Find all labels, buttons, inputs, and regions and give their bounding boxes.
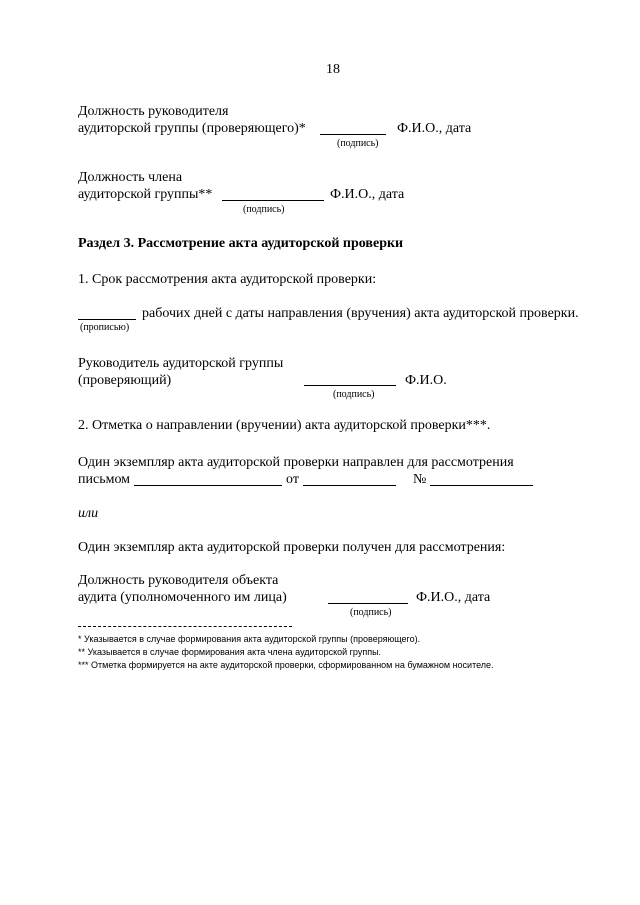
object-head-signature-line bbox=[328, 603, 408, 604]
or-text: или bbox=[78, 506, 99, 521]
member-signature-line bbox=[222, 200, 324, 201]
page-number: 18 bbox=[326, 62, 340, 77]
footnote-3: *** Отметка формируется на акте аудиторской проверки, сформированном на бумажном носителе. bbox=[78, 660, 494, 670]
footnote-2: ** Указывается в случае формирования акта члена аудиторской группы. bbox=[78, 647, 382, 657]
sent-from-label: от bbox=[286, 472, 299, 487]
leader-position-line2: аудиторской группы (проверяющего)* bbox=[78, 121, 306, 136]
item2-text: 2. Отметка о направлении (вручении) акта аудиторской проверки***. bbox=[78, 418, 491, 433]
footnote-separator bbox=[78, 626, 292, 627]
sent-date-blank bbox=[303, 485, 396, 486]
sent-text-line1: Один экземпляр акта аудиторской проверки направлен для рассмотрения bbox=[78, 455, 514, 470]
object-head-signature-caption: (подпись) bbox=[350, 607, 392, 618]
member-position-line1: Должность члена bbox=[78, 170, 183, 185]
member-name-date: Ф.И.О., дата bbox=[330, 187, 405, 202]
item1-text: 1. Срок рассмотрения акта аудиторской проверки: bbox=[78, 272, 377, 287]
days-caption: (прописью) bbox=[80, 322, 130, 333]
member-signature-caption: (подпись) bbox=[243, 204, 285, 215]
object-head-line1: Должность руководителя объекта bbox=[78, 573, 279, 588]
object-head-line2: аудита (уполномоченного им лица) bbox=[78, 590, 287, 605]
group-leader-name: Ф.И.О. bbox=[405, 373, 447, 388]
leader-signature-line bbox=[320, 134, 386, 135]
leader-name-date: Ф.И.О., дата bbox=[397, 121, 472, 136]
days-text: рабочих дней с даты направления (вручения) акта аудиторской проверки. bbox=[142, 306, 579, 321]
section3-heading: Раздел 3. Рассмотрение акта аудиторской проверки bbox=[78, 236, 404, 251]
leader-position-line1: Должность руководителя bbox=[78, 104, 229, 119]
sent-number-label: № bbox=[413, 472, 427, 487]
group-leader-signature-caption: (подпись) bbox=[333, 389, 375, 400]
sent-number-blank bbox=[430, 485, 533, 486]
days-blank-line bbox=[78, 319, 136, 320]
received-text: Один экземпляр акта аудиторской проверки получен для рассмотрения: bbox=[78, 540, 506, 555]
group-leader-line2: (проверяющий) bbox=[78, 373, 172, 388]
member-position-line2: аудиторской группы** bbox=[78, 187, 213, 202]
object-head-name-date: Ф.И.О., дата bbox=[416, 590, 491, 605]
sent-letter-blank bbox=[134, 485, 282, 486]
footnote-1: * Указывается в случае формирования акта аудиторской группы (проверяющего). bbox=[78, 634, 421, 644]
sent-letter-label: письмом bbox=[78, 472, 131, 487]
group-leader-signature-line bbox=[304, 385, 396, 386]
leader-signature-caption: (подпись) bbox=[337, 138, 379, 149]
group-leader-line1: Руководитель аудиторской группы bbox=[78, 356, 284, 371]
